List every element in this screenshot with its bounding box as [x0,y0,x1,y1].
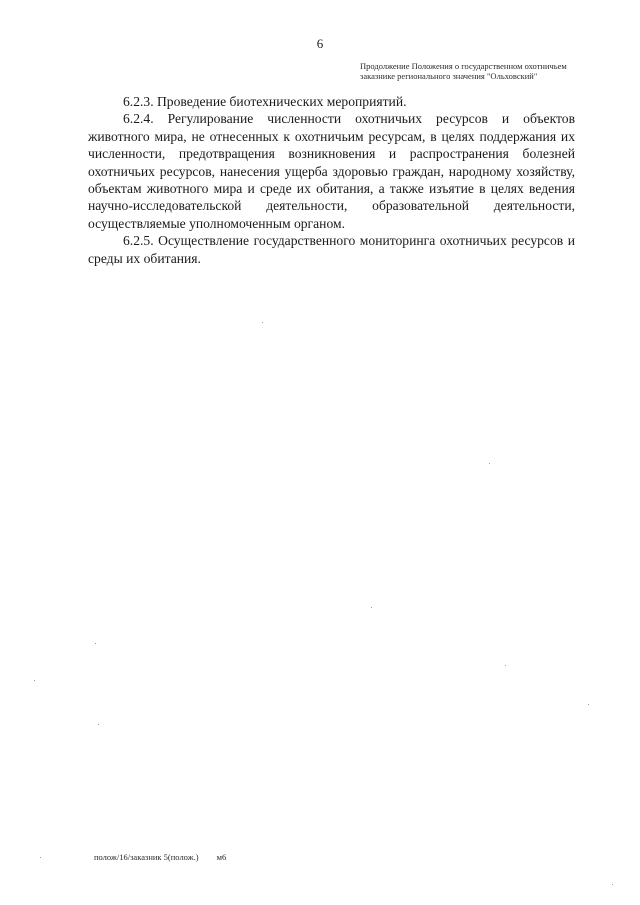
document-body [88,93,575,267]
paragraph-6-2-4: 6.2.4. Регулирование численности охотничьих ресурсов и объектов животного мира, не отнесенных к охотничьим ресурсам, в целях поддержания их численности, предотвращения возникновения и распространения болезней охотничьих ресурсов, нанесения ущерба здоровью граждан, народному хозяйству, объектам животного мира и среде их обитания, а также изъятие в целях ведения научно-исследовательской деятельности, образовательной деятельности, осуществляемые уполномоченным органом. [88,111,575,231]
scan-speck [489,463,490,464]
running-header [360,61,590,81]
paragraph-6-2-3: 6.2.3. Проведение биотехнических мероприятий. [123,94,407,109]
scan-speck [371,607,372,608]
footer-code: м6 [216,852,227,862]
running-header-line-1: Продолжение Положения о государственном охотничьем [360,61,567,71]
scan-speck [262,322,263,323]
scan-speck [34,680,35,681]
running-header-line-2: заказнике регионального значения "Ольховский" [360,71,538,81]
scan-speck [588,704,589,705]
file-footer [94,852,226,862]
scan-speck [98,724,99,725]
paragraph-6-2-5: 6.2.5. Осуществление государственного мониторинга охотничьих ресурсов и среды их обитания. [88,233,575,266]
scan-speck [95,643,96,644]
scan-speck [612,884,613,885]
scan-speck [40,857,41,858]
footer-file-path: полож/16/заказник 5(полож.) [94,852,199,862]
page-number: 6 [316,36,324,51]
scan-speck [505,665,506,666]
